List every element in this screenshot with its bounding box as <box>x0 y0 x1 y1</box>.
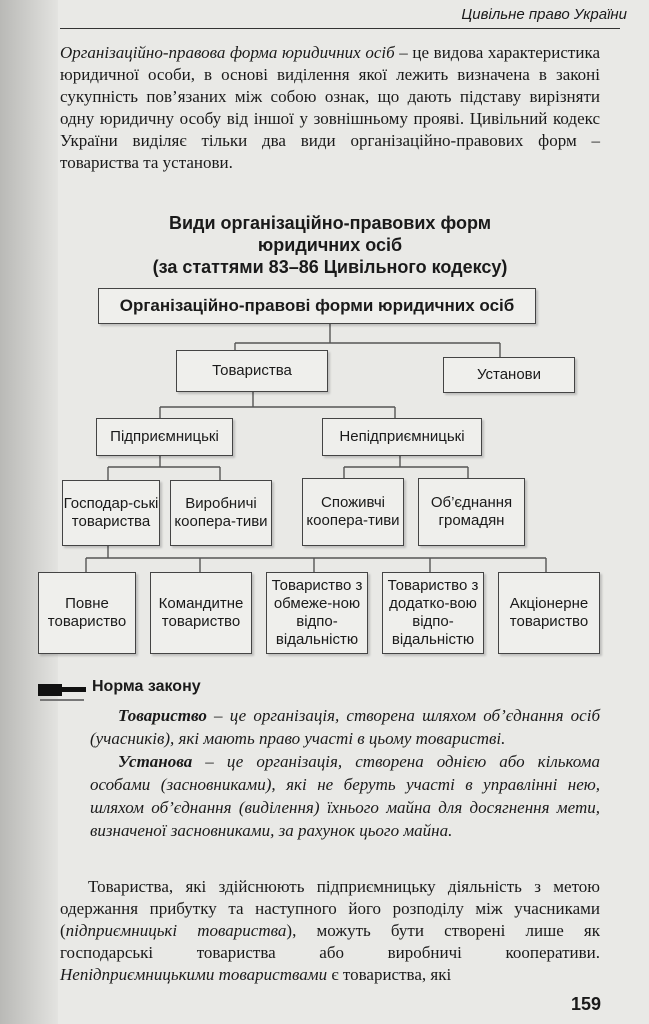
box-business-partnerships: Господар-ські товариства <box>62 480 160 546</box>
box-llc: Товариство з обмеже-ною відпо-відальністю <box>266 572 368 654</box>
bottom-italic-1: підприємницькі товариства <box>65 921 287 940</box>
diagram-root-box: Організаційно-правові форми юридичних осіб <box>98 288 536 324</box>
bottom-paragraph <box>60 876 600 986</box>
norm-term-partnership: Товариство <box>118 706 207 725</box>
norm-definition-partnership <box>90 704 600 750</box>
box-commercial: Підприємницькі <box>96 418 233 456</box>
bottom-text-2: ), можуть бути створені лише як господарські товариства або виробничі кооперативи. <box>60 921 601 962</box>
gavel-icon <box>38 678 88 702</box>
intro-term: Організаційно-правова форма юридичних осіб <box>60 43 395 62</box>
box-citizen-associations: Об’єднання громадян <box>418 478 525 546</box>
business-partnership-connector <box>86 545 546 572</box>
norm-title: Норма закону <box>92 678 201 695</box>
box-noncommercial: Непідприємницькі <box>322 418 482 456</box>
box-partnerships: Товариства <box>176 350 328 392</box>
box-limited-partnership: Командитне товариство <box>150 572 252 654</box>
noncommercial-connector <box>344 454 468 478</box>
box-institutions: Установи <box>443 357 575 393</box>
norm-text-institution: – це організація, створена однією або кількома особами (засновниками), які не беруть участі в управлінні нею, шляхом об’єднання (виділення) їхнього майна для досягнення мети, визначеної засновниками, за рахунок цього майна. <box>90 752 600 840</box>
intro-text: – це видова характеристика юридичної особи, в основі виділення якої лежить визначена в законі сукупність пов’язаних між собою ознак, що дають підставу вирізняти одну юридичну особу від іншої у зовнішньому прояві. Цивільний кодекс України виділяє тільки два види організаційно-правових форм – товариства та установи. <box>60 43 601 172</box>
diagram-title-line-3: (за статтями 83–86 Цивільного кодексу) <box>152 257 508 277</box>
box-production-cooperatives: Виробничі коопера-тиви <box>170 480 272 546</box>
bottom-text-1: Товариства, які здійснюють підприємницьку діяльність з метою одержання прибутку та наступного його розподілу між учасниками ( <box>60 877 600 940</box>
bottom-text-3: є товариства, які <box>327 965 452 984</box>
box-general-partnership: Повне товариство <box>38 572 136 654</box>
diagram-title-line-2: юридичних осіб <box>257 235 403 255</box>
commercial-connector <box>108 454 220 480</box>
norm-term-institution: Установа <box>118 752 193 771</box>
norm-text-partnership: – це організація, створена шляхом об’єднання осіб (учасників), які мають право участі в цьому товаристві. <box>90 706 600 748</box>
running-header: Цивільне право України <box>461 6 627 23</box>
box-joint-stock-company: Акціонерне товариство <box>498 572 600 654</box>
bottom-italic-2: Непідприємницькими товариствами <box>60 965 328 984</box>
diagram-title-line-1: Види організаційно-правових форм <box>168 213 492 233</box>
box-consumer-cooperatives: Споживчі коопера-тиви <box>302 478 404 546</box>
norm-text <box>90 704 600 842</box>
page-number: 159 <box>570 994 601 1014</box>
box-additional-liability: Товариство з додатко-вою відпо-відальністю <box>382 572 484 654</box>
level1-connector <box>160 391 395 418</box>
norm-definition-institution <box>90 750 600 842</box>
